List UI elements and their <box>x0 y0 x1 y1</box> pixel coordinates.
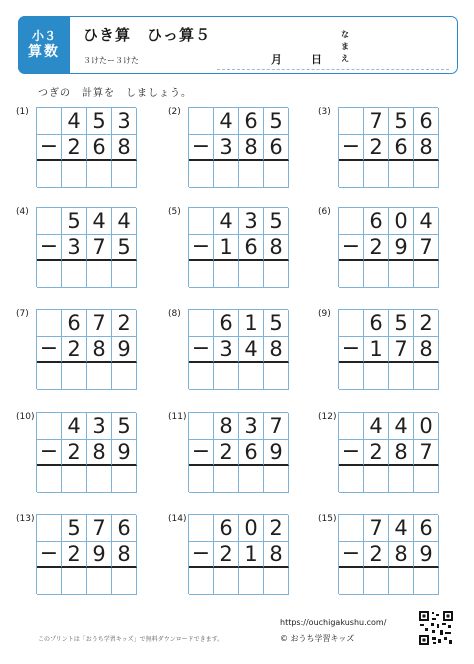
minuend-digit <box>37 413 62 440</box>
minuend-digit: 6 <box>414 515 439 542</box>
answer-cell[interactable] <box>389 261 414 288</box>
minuend-digit <box>339 515 364 542</box>
minus-sign: − <box>189 542 214 569</box>
digit-grid <box>36 309 136 389</box>
name-label <box>341 29 349 65</box>
minuend-digit <box>339 108 364 135</box>
subtrahend-digit: 8 <box>112 542 137 569</box>
answer-cell[interactable] <box>37 466 62 493</box>
problem-number: (4) <box>16 207 29 217</box>
subtrahend-digit: 1 <box>364 337 389 364</box>
minuend-digit: 4 <box>87 208 112 235</box>
answer-cell[interactable] <box>389 568 414 595</box>
answer-cell[interactable] <box>364 363 389 390</box>
minuend-digit: 2 <box>264 515 289 542</box>
minus-sign: − <box>189 135 214 162</box>
qr-code-icon <box>418 610 454 646</box>
minuend-digit <box>37 108 62 135</box>
subtrahend-digit: 2 <box>62 135 87 162</box>
minuend-digit: 5 <box>112 413 137 440</box>
answer-cell[interactable] <box>414 466 439 493</box>
minus-sign: − <box>339 440 364 467</box>
minuend-digit <box>339 208 364 235</box>
minus-sign: − <box>37 542 62 569</box>
minus-sign: − <box>339 542 364 569</box>
subject-label: 算数 <box>28 43 60 60</box>
minuend-digit: 0 <box>414 413 439 440</box>
subtrahend-digit: 9 <box>264 440 289 467</box>
answer-cell[interactable] <box>87 161 112 188</box>
minus-sign: − <box>339 337 364 364</box>
minus-sign: − <box>189 440 214 467</box>
answer-cell[interactable] <box>37 261 62 288</box>
answer-cell[interactable] <box>37 161 62 188</box>
answer-cell[interactable] <box>264 466 289 493</box>
subtraction-problem <box>16 309 136 389</box>
digit-grid <box>36 107 136 187</box>
digit-grid <box>338 107 438 187</box>
minuend-digit: 4 <box>62 108 87 135</box>
instruction-text: つぎの 計算を しましょう。 <box>38 88 192 99</box>
answer-cell[interactable] <box>339 363 364 390</box>
answer-cell[interactable] <box>214 568 239 595</box>
answer-cell[interactable] <box>389 161 414 188</box>
minuend-digit <box>189 108 214 135</box>
digit-grid <box>338 412 438 492</box>
answer-cell[interactable] <box>62 363 87 390</box>
minuend-digit <box>37 515 62 542</box>
problem-number: (7) <box>16 309 29 319</box>
problem-number: (14) <box>168 514 187 524</box>
answer-cell[interactable] <box>339 261 364 288</box>
minuend-digit <box>37 310 62 337</box>
minuend-digit <box>37 208 62 235</box>
subtraction-problem <box>318 207 438 287</box>
subtrahend-digit: 8 <box>87 337 112 364</box>
answer-cell[interactable] <box>414 568 439 595</box>
answer-cell[interactable] <box>264 363 289 390</box>
minuend-digit: 2 <box>414 310 439 337</box>
subtrahend-digit: 8 <box>112 135 137 162</box>
answer-cell[interactable] <box>112 363 137 390</box>
copyright-text: © おうち学習キッズ <box>280 634 355 643</box>
answer-cell[interactable] <box>189 568 214 595</box>
subtrahend-digit: 8 <box>389 542 414 569</box>
answer-cell[interactable] <box>62 568 87 595</box>
subtraction-problem <box>318 309 438 389</box>
digit-grid <box>188 207 288 287</box>
name-label-char: ま <box>341 42 349 51</box>
answer-cell[interactable] <box>189 466 214 493</box>
answer-cell[interactable] <box>214 363 239 390</box>
subtrahend-digit: 2 <box>62 337 87 364</box>
answer-cell[interactable] <box>364 261 389 288</box>
answer-cell[interactable] <box>239 261 264 288</box>
subtraction-problem <box>16 514 136 594</box>
answer-cell[interactable] <box>112 466 137 493</box>
subtrahend-digit: 8 <box>414 337 439 364</box>
digit-grid <box>338 309 438 389</box>
minuend-digit: 8 <box>214 413 239 440</box>
answer-cell[interactable] <box>189 161 214 188</box>
minuend-digit: 4 <box>389 413 414 440</box>
problem-number: (2) <box>168 107 181 117</box>
subtraction-problem <box>168 107 288 187</box>
answer-cell[interactable] <box>364 568 389 595</box>
subtrahend-digit: 2 <box>214 542 239 569</box>
answer-cell[interactable] <box>214 261 239 288</box>
answer-cell[interactable] <box>264 161 289 188</box>
minuend-digit: 6 <box>112 515 137 542</box>
subtraction-problem <box>168 514 288 594</box>
subtrahend-digit: 2 <box>364 235 389 262</box>
answer-cell[interactable] <box>62 261 87 288</box>
subtrahend-digit: 8 <box>239 135 264 162</box>
minuend-digit <box>339 413 364 440</box>
answer-cell[interactable] <box>112 161 137 188</box>
minus-sign: − <box>189 235 214 262</box>
subtrahend-digit: 1 <box>214 235 239 262</box>
subtraction-problem <box>168 309 288 389</box>
answer-cell[interactable] <box>214 161 239 188</box>
subtraction-problem <box>318 107 438 187</box>
digit-grid <box>188 412 288 492</box>
problem-number: (1) <box>16 107 29 117</box>
subtraction-problem <box>16 207 136 287</box>
answer-cell[interactable] <box>87 261 112 288</box>
answer-cell[interactable] <box>189 363 214 390</box>
minus-sign: − <box>37 337 62 364</box>
answer-cell[interactable] <box>87 568 112 595</box>
minuend-digit: 2 <box>112 310 137 337</box>
subtrahend-digit: 8 <box>264 235 289 262</box>
subtrahend-digit: 3 <box>62 235 87 262</box>
subtrahend-digit: 7 <box>87 235 112 262</box>
answer-cell[interactable] <box>364 161 389 188</box>
answer-cell[interactable] <box>62 466 87 493</box>
answer-cell[interactable] <box>264 568 289 595</box>
problem-number: (13) <box>16 514 35 524</box>
minuend-digit: 4 <box>389 515 414 542</box>
minuend-digit: 1 <box>239 310 264 337</box>
worksheet-header <box>18 16 458 74</box>
problem-number: (10) <box>16 412 35 422</box>
answer-cell[interactable] <box>414 261 439 288</box>
subtrahend-digit: 1 <box>239 542 264 569</box>
subtraction-problem <box>318 412 438 492</box>
minuend-digit: 4 <box>112 208 137 235</box>
subtrahend-digit: 8 <box>264 337 289 364</box>
minuend-digit: 5 <box>87 108 112 135</box>
subtrahend-digit: 3 <box>214 337 239 364</box>
minuend-digit: 6 <box>214 515 239 542</box>
minuend-digit: 4 <box>214 108 239 135</box>
subtrahend-digit: 9 <box>87 542 112 569</box>
month-label: 月 <box>271 53 282 66</box>
worksheet-subtitle: ３けたー３けた <box>83 56 139 65</box>
site-url[interactable]: https://ouchigakushu.com/ <box>280 618 387 627</box>
digit-grid <box>188 514 288 594</box>
subtrahend-digit: 4 <box>239 337 264 364</box>
answer-cell[interactable] <box>239 568 264 595</box>
digit-grid <box>188 309 288 389</box>
minuend-digit <box>189 310 214 337</box>
name-label-char: え <box>341 54 349 63</box>
minuend-digit: 6 <box>62 310 87 337</box>
subtrahend-digit: 8 <box>414 135 439 162</box>
subtrahend-digit: 7 <box>414 235 439 262</box>
minuend-digit: 6 <box>414 108 439 135</box>
problem-number: (3) <box>318 107 331 117</box>
minuend-digit: 5 <box>62 515 87 542</box>
subtrahend-digit: 9 <box>112 337 137 364</box>
problem-number: (12) <box>318 412 337 422</box>
subtrahend-digit: 2 <box>62 440 87 467</box>
day-label: 日 <box>311 53 322 66</box>
subtrahend-digit: 2 <box>364 135 389 162</box>
minuend-digit: 4 <box>62 413 87 440</box>
subtrahend-digit: 5 <box>112 235 137 262</box>
answer-cell[interactable] <box>389 363 414 390</box>
answer-cell[interactable] <box>389 466 414 493</box>
subtraction-problem <box>16 107 136 187</box>
name-label-char: な <box>341 30 349 39</box>
name-write-line[interactable] <box>217 69 449 70</box>
subtrahend-digit: 9 <box>112 440 137 467</box>
problem-number: (8) <box>168 309 181 319</box>
subtraction-problem <box>168 207 288 287</box>
minuend-digit <box>339 310 364 337</box>
subtrahend-digit: 6 <box>264 135 289 162</box>
grade-label: 小３ <box>31 29 56 44</box>
problem-number: (9) <box>318 309 331 319</box>
subtrahend-digit: 8 <box>389 440 414 467</box>
minuend-digit: 3 <box>239 208 264 235</box>
subtrahend-digit: 2 <box>214 440 239 467</box>
answer-cell[interactable] <box>239 161 264 188</box>
minuend-digit: 4 <box>414 208 439 235</box>
minuend-digit <box>189 413 214 440</box>
subtrahend-digit: 8 <box>87 440 112 467</box>
subtrahend-digit: 9 <box>414 542 439 569</box>
digit-grid <box>188 107 288 187</box>
minuend-digit: 5 <box>389 310 414 337</box>
minuend-digit: 5 <box>264 208 289 235</box>
minuend-digit: 7 <box>364 515 389 542</box>
minuend-digit: 3 <box>239 413 264 440</box>
answer-cell[interactable] <box>414 161 439 188</box>
answer-cell[interactable] <box>37 568 62 595</box>
answer-cell[interactable] <box>112 568 137 595</box>
minus-sign: − <box>189 337 214 364</box>
answer-cell[interactable] <box>339 568 364 595</box>
minuend-digit: 3 <box>112 108 137 135</box>
subtrahend-digit: 8 <box>264 542 289 569</box>
minus-sign: − <box>37 440 62 467</box>
minuend-digit: 4 <box>364 413 389 440</box>
subtrahend-digit: 9 <box>389 235 414 262</box>
digit-grid <box>36 412 136 492</box>
minuend-digit: 6 <box>214 310 239 337</box>
minuend-digit: 6 <box>364 208 389 235</box>
subtrahend-digit: 3 <box>214 135 239 162</box>
answer-cell[interactable] <box>414 363 439 390</box>
minuend-digit: 6 <box>364 310 389 337</box>
minuend-digit: 0 <box>389 208 414 235</box>
minuend-digit: 4 <box>214 208 239 235</box>
digit-grid <box>338 514 438 594</box>
minuend-digit: 7 <box>87 310 112 337</box>
minuend-digit: 0 <box>239 515 264 542</box>
answer-cell[interactable] <box>87 466 112 493</box>
minuend-digit: 5 <box>264 310 289 337</box>
answer-cell[interactable] <box>339 161 364 188</box>
answer-cell[interactable] <box>189 261 214 288</box>
minuend-digit: 5 <box>264 108 289 135</box>
subtrahend-digit: 7 <box>389 337 414 364</box>
answer-cell[interactable] <box>214 466 239 493</box>
minuend-digit: 3 <box>87 413 112 440</box>
subtraction-problem <box>318 514 438 594</box>
answer-cell[interactable] <box>364 466 389 493</box>
minuend-digit: 5 <box>389 108 414 135</box>
minuend-digit: 5 <box>62 208 87 235</box>
worksheet-title: ひき算 ひっ算５ <box>83 26 212 44</box>
minuend-digit: 7 <box>364 108 389 135</box>
subtrahend-digit: 6 <box>389 135 414 162</box>
minuend-digit <box>189 515 214 542</box>
minus-sign: − <box>339 235 364 262</box>
answer-cell[interactable] <box>239 363 264 390</box>
subtrahend-digit: 6 <box>239 235 264 262</box>
footer-note: このプリントは「おうち学習キッズ」で無料ダウンロードできます。 <box>38 636 224 643</box>
answer-cell[interactable] <box>87 363 112 390</box>
answer-cell[interactable] <box>62 161 87 188</box>
subtraction-problem <box>16 412 136 492</box>
problem-number: (5) <box>168 207 181 217</box>
minuend-digit <box>189 208 214 235</box>
subtrahend-digit: 2 <box>364 542 389 569</box>
digit-grid <box>338 207 438 287</box>
subtrahend-digit: 6 <box>239 440 264 467</box>
subtrahend-digit: 7 <box>414 440 439 467</box>
minus-sign: − <box>339 135 364 162</box>
minuend-digit: 7 <box>264 413 289 440</box>
digit-grid <box>36 514 136 594</box>
problem-number: (6) <box>318 207 331 217</box>
digit-grid <box>36 207 136 287</box>
subtrahend-digit: 6 <box>87 135 112 162</box>
grade-badge <box>18 16 70 74</box>
problem-number: (11) <box>168 412 187 422</box>
subtrahend-digit: 2 <box>62 542 87 569</box>
answer-cell[interactable] <box>37 363 62 390</box>
answer-cell[interactable] <box>239 466 264 493</box>
subtrahend-digit: 2 <box>364 440 389 467</box>
answer-cell[interactable] <box>339 466 364 493</box>
minuend-digit: 7 <box>87 515 112 542</box>
answer-cell[interactable] <box>112 261 137 288</box>
minuend-digit: 6 <box>239 108 264 135</box>
minus-sign: − <box>37 235 62 262</box>
subtraction-problem <box>168 412 288 492</box>
answer-cell[interactable] <box>264 261 289 288</box>
minus-sign: − <box>37 135 62 162</box>
problem-number: (15) <box>318 514 337 524</box>
